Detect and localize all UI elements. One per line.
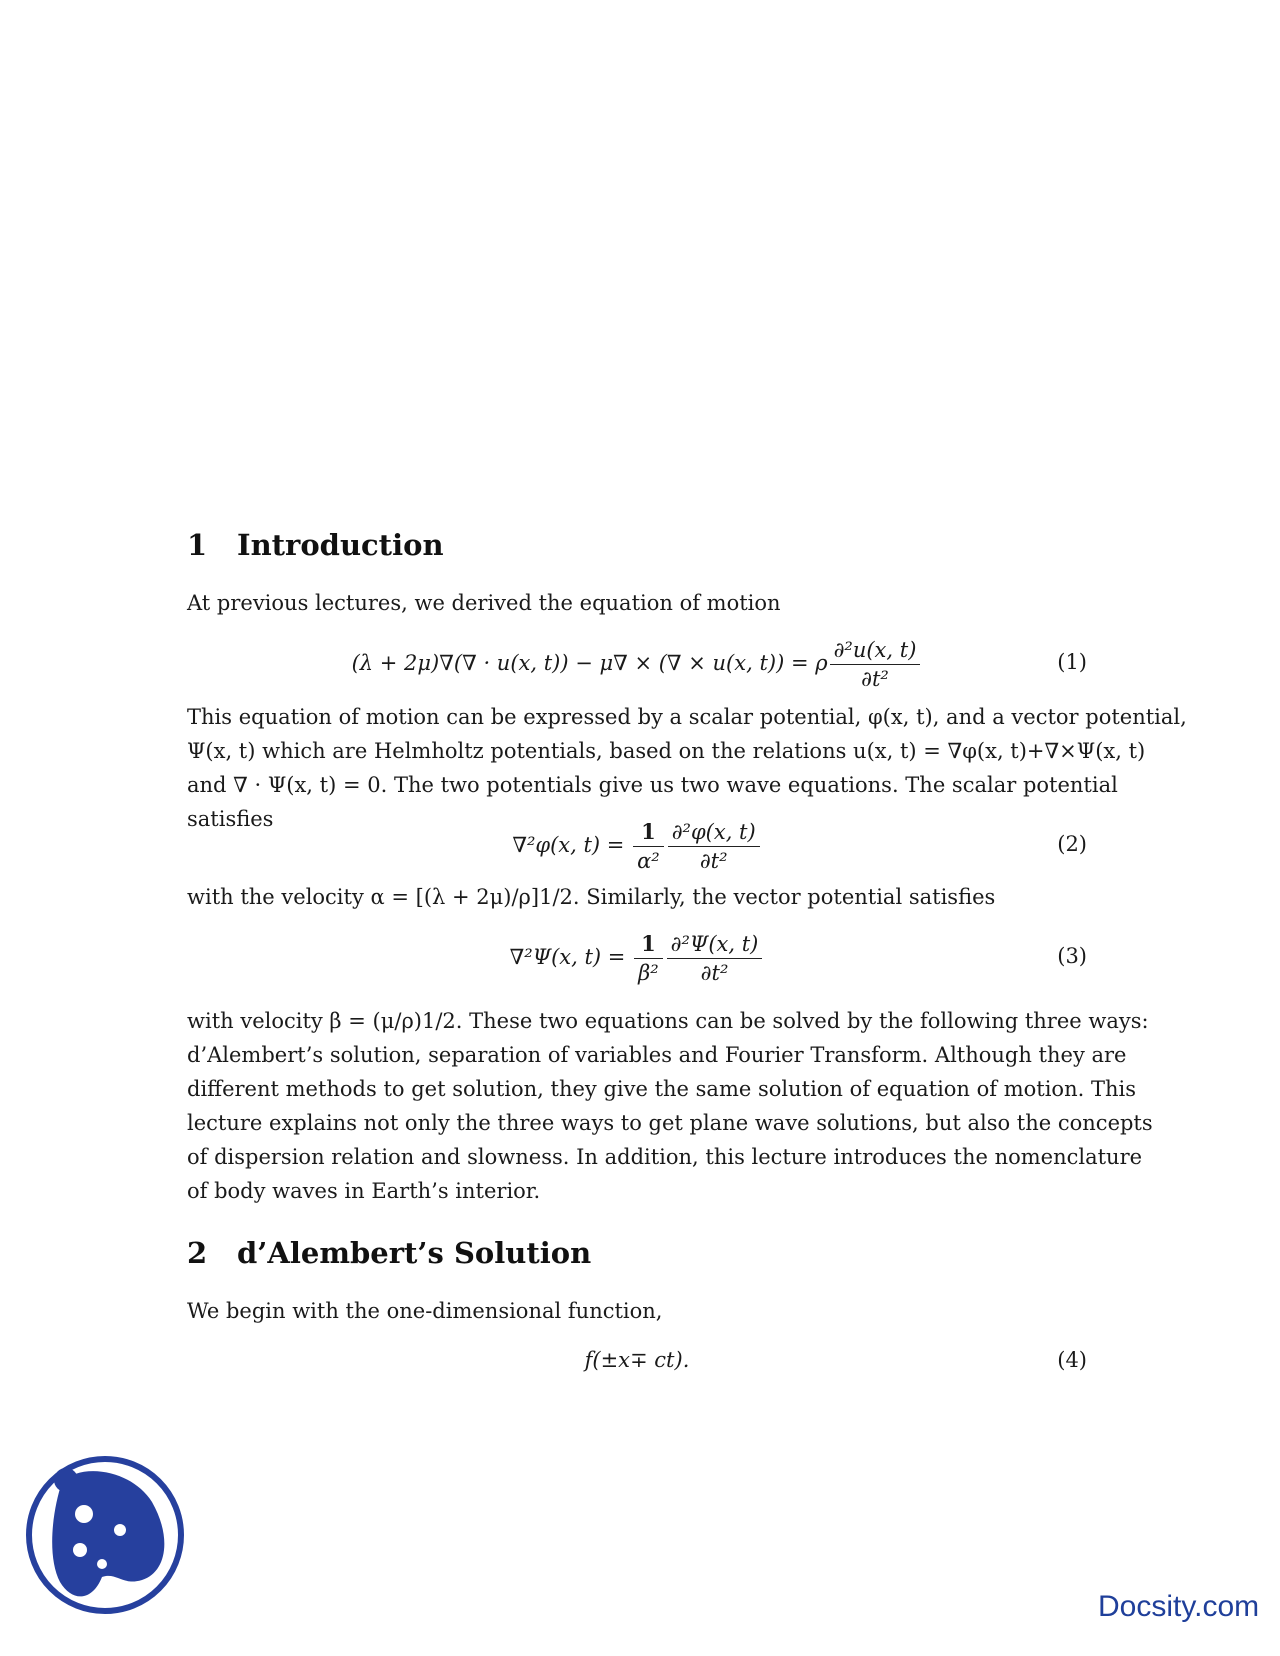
equation-fraction xyxy=(668,818,760,875)
paragraph-line: At previous lectures, we derived the equation of motion xyxy=(187,591,781,615)
equation-lhs: ∇²φ(x, t) = xyxy=(512,833,625,857)
equation-number: (3) xyxy=(1057,944,1087,968)
equation-1 xyxy=(187,636,1087,696)
paragraph-methods xyxy=(187,1004,1153,1208)
paragraph-line: d’Alembert’s solution, separation of variables and Fourier Transform. Although they are xyxy=(187,1043,1127,1067)
paragraph-line: different methods to get solution, they give the same solution of equation of motion. This xyxy=(187,1077,1136,1101)
fraction-denominator: ∂t² xyxy=(699,849,728,873)
equation-3 xyxy=(187,930,1087,990)
fraction-numerator: ∂²Ψ(x, t) xyxy=(667,930,763,959)
paragraph-potentials xyxy=(187,700,1187,836)
paragraph-velocity xyxy=(187,880,1087,914)
section-number: 2 xyxy=(187,1236,208,1270)
fraction-denominator: β² xyxy=(638,961,659,985)
equation-2 xyxy=(187,818,1087,878)
equation-body: f(±x∓ ct). xyxy=(584,1348,690,1372)
paragraph-line: of dispersion relation and slowness. In addition, this lecture introduces the nomenclature xyxy=(187,1145,1143,1169)
fraction-numerator: 1 xyxy=(634,930,663,959)
equation-4 xyxy=(187,1348,1087,1384)
paragraph-line: of body waves in Earth’s interior. xyxy=(187,1179,541,1203)
fraction-numerator: ∂²φ(x, t) xyxy=(668,818,760,847)
equation-fraction xyxy=(634,930,663,987)
section-number: 1 xyxy=(187,528,208,562)
fraction-numerator: 1 xyxy=(633,818,664,847)
equation-fraction xyxy=(830,636,921,693)
equation-fraction xyxy=(667,930,763,987)
fraction-numerator: ∂²u(x, t) xyxy=(830,636,921,665)
docsity-brand-text[interactable]: Docsity.com xyxy=(1098,1590,1260,1623)
equation-lhs: (λ + 2μ)∇(∇ · u(x, t)) − μ∇ × (∇ × u(x, t)) = ρ xyxy=(351,651,828,675)
equation-fraction xyxy=(633,818,664,875)
section-title: Introduction xyxy=(237,528,444,562)
fraction-denominator: ∂t² xyxy=(700,961,729,985)
fraction-denominator: ∂t² xyxy=(861,667,889,691)
equation-body xyxy=(187,818,1087,875)
paragraph-line: This equation of motion can be expressed by a scalar potential, φ(x, t), and a vector potential, xyxy=(187,705,1187,729)
equation-number: (1) xyxy=(1057,650,1087,674)
section-heading-dalembert xyxy=(187,1236,591,1270)
paragraph-line: satisfies xyxy=(187,807,274,831)
docsity-logo-icon xyxy=(22,1452,188,1618)
paragraph-line: We begin with the one-dimensional function, xyxy=(187,1299,663,1323)
paragraph-dalembert xyxy=(187,1294,1087,1328)
equation-number: (2) xyxy=(1057,832,1087,856)
fraction-denominator: α² xyxy=(637,849,660,873)
paragraph-line: with the velocity α = [(λ + 2μ)/ρ]1/2. Similarly, the vector potential satisfies xyxy=(187,885,996,909)
paragraph-line: and ∇ · Ψ(x, t) = 0. The two potentials give us two wave equations. The scalar potential xyxy=(187,773,1118,797)
section-heading-introduction xyxy=(187,528,444,562)
paragraph-line: with velocity β = (μ/ρ)1/2. These two equations can be solved by the following three ways: xyxy=(187,1009,1149,1033)
paragraph-line: Ψ(x, t) which are Helmholtz potentials, based on the relations u(x, t) = ∇φ(x, t)+∇×Ψ(x, t) xyxy=(187,739,1146,763)
equation-lhs: ∇²Ψ(x, t) = xyxy=(509,945,626,969)
equation-body xyxy=(187,930,1087,987)
equation-number: (4) xyxy=(1057,1348,1087,1372)
section-title: d’Alembert’s Solution xyxy=(237,1236,592,1270)
paragraph-line: lecture explains not only the three ways to get plane wave solutions, but also the concepts xyxy=(187,1111,1153,1135)
equation-body xyxy=(187,636,1087,693)
paragraph-intro xyxy=(187,586,1087,620)
